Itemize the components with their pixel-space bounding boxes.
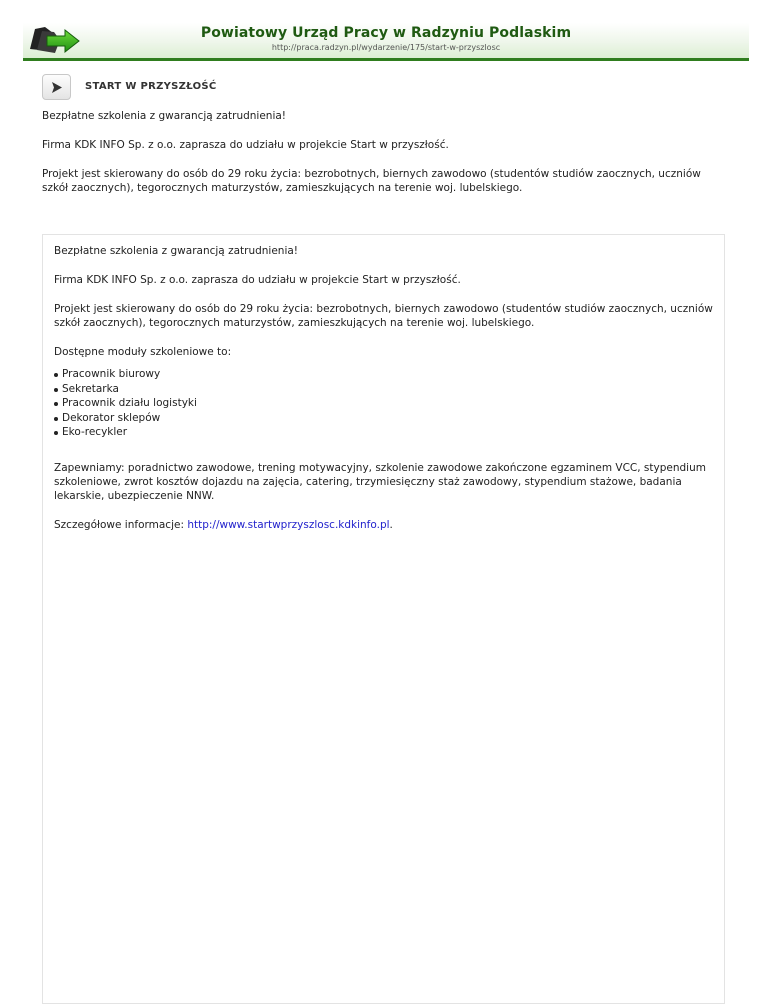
details-paragraph: Projekt jest skierowany do osób do 29 roku życia: bezrobotnych, biernych zawodowo (studentów studiów zaocznych, uczniów szkół zaocznych), tegorocznych maturzystów, zamieszkujących na terenie woj. lubelskiego. [54,303,713,329]
modules-list [54,367,713,440]
list-item: Sekretarka [62,382,713,397]
info-paragraph [54,518,713,532]
site-header [23,23,749,61]
details-paragraph: Firma KDK INFO Sp. z o.o. zaprasza do udziału w projekcie Start w przyszłość. [54,274,461,286]
list-item: Dekorator sklepów [62,411,713,426]
offer-paragraph: Zapewniamy: poradnictwo zawodowe, trening motywacyjny, szkolenie zawodowe zakończone egzaminem VCC, stypendium szkoleniowe, zwrot kosztów dojazdu na zajęcia, catering, trzymiesięczny staż zawodowy, stypendium stażowe, badania lekarskie, ubezpieczenie NNW. [54,461,706,502]
article-title: START W PRZYSZŁOŚĆ [85,81,217,92]
list-item: Pracownik działu logistyki [62,396,713,411]
article-intro [42,109,722,210]
site-title: Powiatowy Urząd Pracy w Radzyniu Podlaskim [200,25,572,41]
list-item: Eko-recykler [62,425,713,440]
modules-heading: Dostępne moduły szkoleniowe to: [54,346,232,358]
info-label: Szczegółowe informacje: [54,518,188,531]
intro-paragraph: Bezpłatne szkolenia z gwarancją zatrudnienia! [42,110,287,122]
info-suffix: . [389,518,393,531]
article-details-box [42,234,725,1004]
intro-paragraph: Projekt jest skierowany do osób do 29 roku życia: bezrobotnych, biernych zawodowo (studentów studiów zaocznych, uczniów szkół zaocznych), tegorocznych maturzystów, zamieszkujących na terenie woj. lubelskiego. [42,168,701,194]
intro-paragraph: Firma KDK INFO Sp. z o.o. zaprasza do udziału w projekcie Start w przyszłość. [42,139,449,151]
page-url: http://praca.radzyn.pl/wydarzenie/175/start-w-przyszlosc [271,43,501,52]
play-icon[interactable] [42,74,71,100]
info-link[interactable]: http://www.startwprzyszlosc.kdkinfo.pl [187,518,390,531]
details-paragraph: Bezpłatne szkolenia z gwarancją zatrudnienia! [54,245,299,257]
list-item: Pracownik biurowy [62,367,713,382]
